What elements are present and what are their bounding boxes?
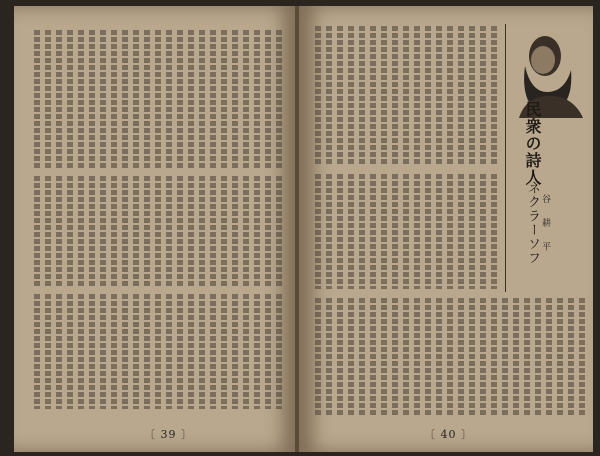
text-column xyxy=(348,298,354,416)
text-column xyxy=(100,30,106,170)
text-column xyxy=(403,298,409,416)
text-column xyxy=(56,30,62,170)
text-column xyxy=(67,176,73,286)
text-column xyxy=(315,298,321,416)
text-column xyxy=(436,174,442,289)
text-column xyxy=(381,26,387,166)
right-upper-text-block xyxy=(309,26,499,166)
text-column xyxy=(359,298,365,416)
text-column xyxy=(243,176,249,286)
text-column xyxy=(166,294,172,409)
text-column xyxy=(425,26,431,166)
text-column xyxy=(144,30,150,170)
text-column xyxy=(166,30,172,170)
text-column xyxy=(111,294,117,409)
left-page-number: 〔 39 〕 xyxy=(144,428,193,441)
text-column xyxy=(469,26,475,166)
text-column xyxy=(370,26,376,166)
text-column xyxy=(276,30,282,170)
text-column xyxy=(122,294,128,409)
text-column xyxy=(155,294,161,409)
text-column xyxy=(210,176,216,286)
text-column xyxy=(254,30,260,170)
text-column xyxy=(276,294,282,409)
text-column xyxy=(243,30,249,170)
text-column xyxy=(122,30,128,170)
text-column xyxy=(265,176,271,286)
text-column xyxy=(232,294,238,409)
right-middle-text-block xyxy=(309,174,499,289)
text-column xyxy=(458,26,464,166)
article-subject: ネクラーソフ xyxy=(525,181,540,265)
left-upper-text-block xyxy=(34,30,284,170)
text-column xyxy=(337,174,343,289)
text-column xyxy=(326,298,332,416)
text-column xyxy=(188,30,194,170)
text-column xyxy=(265,30,271,170)
author-name: 谷 耕 平 xyxy=(540,194,550,257)
text-column xyxy=(45,176,51,286)
text-column xyxy=(221,30,227,170)
text-column xyxy=(144,294,150,409)
text-column xyxy=(122,176,128,286)
text-column xyxy=(89,30,95,170)
text-column xyxy=(166,176,172,286)
text-column xyxy=(469,298,475,416)
text-column xyxy=(254,294,260,409)
text-column xyxy=(381,174,387,289)
text-column xyxy=(210,294,216,409)
text-column xyxy=(337,298,343,416)
text-column xyxy=(78,176,84,286)
text-column xyxy=(144,176,150,286)
text-column xyxy=(436,26,442,166)
text-column xyxy=(78,30,84,170)
text-column xyxy=(491,298,497,416)
text-column xyxy=(491,26,497,166)
text-column xyxy=(89,176,95,286)
text-column xyxy=(199,30,205,170)
text-column xyxy=(447,298,453,416)
text-column xyxy=(480,298,486,416)
text-column xyxy=(326,174,332,289)
text-column xyxy=(133,176,139,286)
text-column xyxy=(221,294,227,409)
text-column xyxy=(45,294,51,409)
text-column xyxy=(392,298,398,416)
left-page xyxy=(14,6,297,452)
text-column xyxy=(359,174,365,289)
text-column xyxy=(67,294,73,409)
text-column xyxy=(348,26,354,166)
text-column xyxy=(348,174,354,289)
text-column xyxy=(177,294,183,409)
text-column xyxy=(78,294,84,409)
text-column xyxy=(502,298,508,416)
text-column xyxy=(188,176,194,286)
text-column xyxy=(469,174,475,289)
text-column xyxy=(337,26,343,166)
right-page xyxy=(299,6,593,452)
left-middle-text-block xyxy=(34,176,284,286)
text-column xyxy=(100,176,106,286)
text-column xyxy=(177,176,183,286)
text-column xyxy=(568,298,574,416)
text-column xyxy=(524,298,530,416)
text-column xyxy=(359,26,365,166)
text-column xyxy=(210,30,216,170)
text-column xyxy=(535,298,541,416)
text-column xyxy=(155,30,161,170)
text-column xyxy=(480,174,486,289)
text-column xyxy=(155,176,161,286)
text-column xyxy=(34,30,40,170)
text-column xyxy=(392,174,398,289)
text-column xyxy=(199,176,205,286)
text-column xyxy=(177,30,183,170)
text-column xyxy=(133,294,139,409)
text-column xyxy=(67,30,73,170)
text-column xyxy=(89,294,95,409)
text-column xyxy=(56,176,62,286)
text-column xyxy=(458,298,464,416)
text-column xyxy=(326,26,332,166)
text-column xyxy=(414,298,420,416)
text-column xyxy=(232,30,238,170)
text-column xyxy=(315,174,321,289)
text-column xyxy=(480,26,486,166)
right-page-number: 〔 40 〕 xyxy=(424,428,473,441)
text-column xyxy=(243,294,249,409)
text-column xyxy=(557,298,563,416)
text-column xyxy=(111,176,117,286)
text-column xyxy=(100,294,106,409)
text-column xyxy=(458,174,464,289)
text-column xyxy=(254,176,260,286)
text-column xyxy=(513,298,519,416)
text-column xyxy=(425,174,431,289)
text-column xyxy=(414,26,420,166)
left-lower-text-block xyxy=(34,294,284,409)
text-column xyxy=(265,294,271,409)
text-column xyxy=(34,176,40,286)
text-column xyxy=(133,30,139,170)
article-title: 民衆の詩人 xyxy=(523,101,542,186)
text-column xyxy=(425,298,431,416)
text-column xyxy=(392,26,398,166)
text-column xyxy=(276,176,282,286)
text-column xyxy=(111,30,117,170)
text-column xyxy=(546,298,552,416)
text-column xyxy=(221,176,227,286)
article-title-block xyxy=(521,101,585,301)
text-column xyxy=(188,294,194,409)
text-column xyxy=(414,174,420,289)
text-column xyxy=(579,298,585,416)
text-column xyxy=(56,294,62,409)
text-column xyxy=(370,298,376,416)
text-column xyxy=(34,294,40,409)
text-column xyxy=(381,298,387,416)
text-column xyxy=(491,174,497,289)
text-column xyxy=(45,30,51,170)
text-column xyxy=(370,174,376,289)
text-column xyxy=(447,26,453,166)
text-column xyxy=(199,294,205,409)
text-column xyxy=(315,26,321,166)
header-rule xyxy=(505,24,506,292)
text-column xyxy=(447,174,453,289)
right-lower-text-block xyxy=(309,298,587,416)
text-column xyxy=(403,174,409,289)
text-column xyxy=(232,176,238,286)
text-column xyxy=(436,298,442,416)
text-column xyxy=(403,26,409,166)
